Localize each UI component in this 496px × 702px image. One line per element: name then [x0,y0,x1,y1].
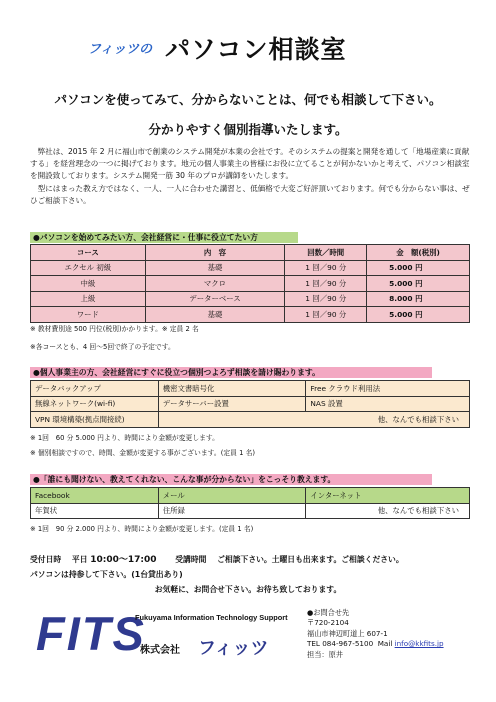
table-row [31,412,470,428]
course-price: 5.000 円 [367,276,470,292]
brand-tagline: フィッツの [88,42,152,57]
fits-logo: FITS [36,607,146,660]
course-name: 上級 [31,291,146,307]
course-price: 8.000 円 [367,291,470,307]
topic-cell: 年賀状 [31,503,159,519]
logo-subtitle: Fukuyama Information Technology Support [135,613,288,622]
table-row [31,307,470,323]
topic-cell: データサーバー設置 [158,396,306,412]
header [0,30,496,70]
course-content: 基礎 [145,307,285,323]
table-row [31,291,470,307]
closing-message: お気軽に、お問合せ下さい。お待ち致しております。 [154,585,342,594]
course-name: エクセル 初級 [31,260,146,276]
table-row [31,503,470,519]
reception-note: ご相談下さい。土曜日も出来ます。ご相談ください。 [217,555,404,564]
page-title: パソコン相談室 [165,35,347,64]
company-prefix: 株式会社 [140,645,180,656]
course-content: データーベース [145,291,285,307]
hours-time: 10:00～17:00 [90,555,157,565]
course-name: 中級 [31,276,146,292]
topic-cell: メール [158,488,306,504]
consulting-table [30,380,470,428]
contact-postal: 〒720-2104 [307,618,349,628]
section-3-note-1: ※ 1回 90 分 2.000 円より、時間により金額が変更します。(定員 1 名) [30,525,254,533]
topic-cell: 住所録 [158,503,306,519]
contact-tel: TEL 084-967-5100 [307,639,374,649]
table-row [31,488,470,504]
col-price: 金 額(税別) [367,245,470,261]
topic-cell-other: 他、なんでも相談下さい [306,503,470,519]
topic-cell: 機密文書暗号化 [158,381,306,397]
topic-cell: VPN 環境構築(拠点間接続) [31,412,159,428]
topic-cell: インターネット [306,488,470,504]
contact-tel-mail [307,639,444,649]
col-content: 内 容 [145,245,285,261]
course-sessions: 1 回／90 分 [285,276,367,292]
table-row [31,381,470,397]
lead-line-1: パソコンを使ってみて、分からないことは、何でも相談して下さい。 [54,92,442,107]
col-course: コース [31,245,146,261]
hours-label: 受付日時 [30,555,62,564]
course-price: 5.000 円 [367,260,470,276]
contact-address: 福山市神辺町道上 607-1 [307,628,388,638]
section-2-note-2: ※ 個別相談ですので、時間、金額が変更する事がございます。(定員 1 名) [30,449,256,457]
topic-cell: Free クラウド利用法 [306,381,470,397]
contact-title: ●お問合せ先 [307,608,350,617]
col-sessions: 回数／時間 [285,245,367,261]
section-2-note-1: ※ 1回 60 分 5.000 円より、時間により金額が変更します。 [30,434,219,442]
course-table-header [31,245,470,261]
course-sessions: 1 回／90 分 [285,307,367,323]
intro-paragraph-1: 弊社は、2015 年 2 月に福山市で創業のシステム開発が本業の会社です。そのシステムの提案と開発を通して「地場産業に貢献する」を経営理念の一つに掲げております。地元の個人事業主の皆様にお役に立てることが何かないかと考えて、パソコン相談室を開設致しております。システム開発一筋 30 年のプロが講師をいたします。 [30,147,470,181]
hours-days: 平日 [71,555,88,564]
intro-paragraph-2: 型にはまった教え方ではなく、一人、一人に合わせた講習と、低価格で大変ご好評頂いております。何でも分からない事は、ぜひご相談下さい。 [30,183,470,205]
contact-mail-link[interactable]: info@kkfits.jp [394,639,444,649]
basics-table [30,487,470,519]
topic-cell: NAS 設置 [306,396,470,412]
table-row [31,276,470,292]
company-name: フィッツ [198,638,269,659]
course-sessions: 1 回／90 分 [285,291,367,307]
section-3-heading: ●「誰にも聞けない、教えてくれない、こんな事が分からない」をこっそり教えます。 [30,474,432,485]
topic-cell-other: 他、なんでも相談下さい [158,412,469,428]
contact-person: 担当：原井 [307,649,343,659]
section-1-heading: ●パソコンを始めてみたい方、会社経営に・仕事に役立てたい方 [30,232,298,243]
section-1-note-2: ※各コースとも、4 回～5回で終了の予定です。 [30,343,175,351]
reception-hours [30,552,404,565]
intro-text [30,146,470,207]
bring-pc-note: パソコンは持参して下さい。(1台貸出あり) [30,570,183,579]
lead-line-2: 分かりやすく個別指導いたします。 [148,122,348,137]
course-content: 基礎 [145,260,285,276]
topic-cell: Facebook [31,488,159,504]
table-row [31,260,470,276]
course-sessions: 1 回／90 分 [285,260,367,276]
contact-block [307,608,444,660]
section-1-note-1: ※ 教材費別途 500 円位(税別)かかります。※ 定員 2 名 [30,325,199,333]
course-table [30,244,470,323]
course-price: 5.000 円 [367,307,470,323]
course-content: マクロ [145,276,285,292]
topic-cell: 無線ネットワーク(wi-fi) [31,396,159,412]
section-2-heading: ●個人事業主の方、会社経営にすぐに役立つ個別つよろず相談を請け賜わります。 [30,367,432,378]
course-name: ワード [31,307,146,323]
table-row [31,396,470,412]
topic-cell: データバックアップ [31,381,159,397]
contact-mail-label: Mail [377,639,393,649]
reception-label: 受講時間 [175,555,207,564]
